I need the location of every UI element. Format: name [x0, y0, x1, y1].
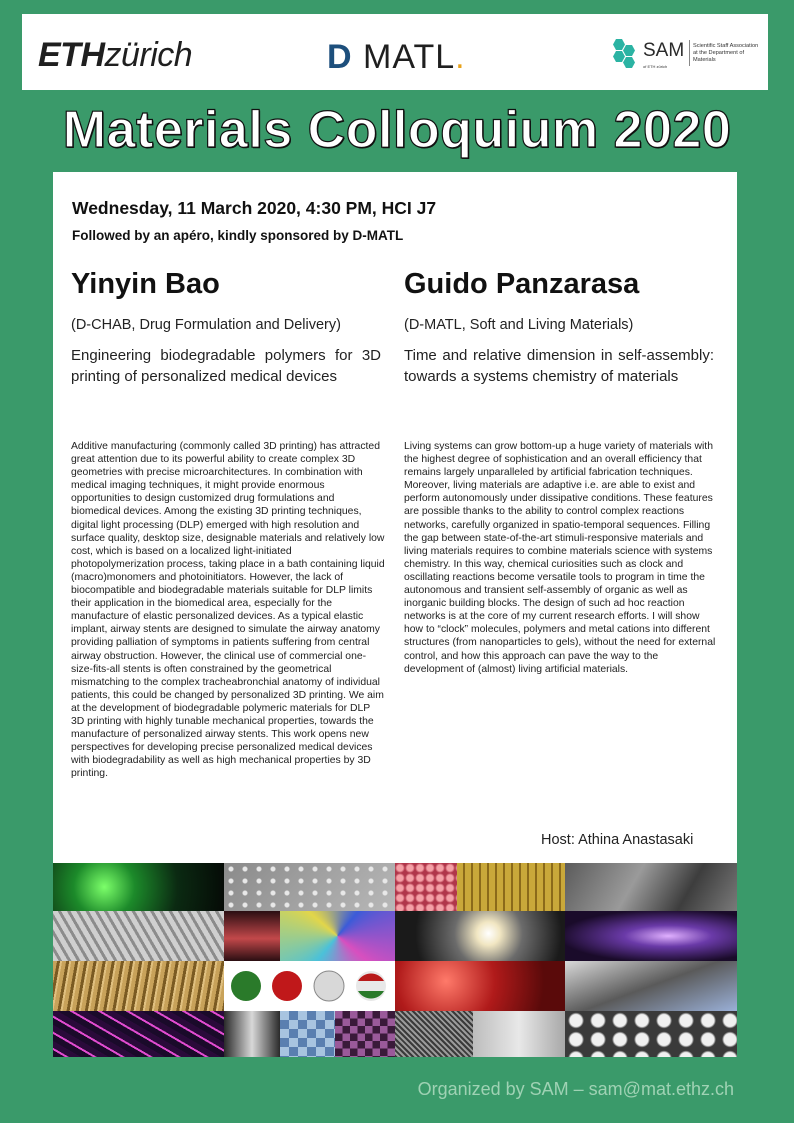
talk-abstract: Additive manufacturing (commonly called 3D printing) has attracted great attention due to its powerful ability to create complex 3D geometries with precise microarchitectures. In combination with medical imaging techniques, it might provide enormous opportunities to design customized drug formulations and biomedical devices. Among the existing 3D printing techniques, digital light processing (DLP) emerged with high resolution and surface quality, desktop size, designable materials and relatively low cost, which is based on a localized light-initiated photopolymerization process, taking place in a bath containing liquid (macro)monomers and photoinitiators. However, the lack of biocompatible and biodegradable materials suitable for DLP limits their application in the biomedical area, especially for the manufacture of elastic personalized devices. As a typical elastic implant, airway stents are designed to simulate the airway anatomy providing palliation of symptoms in patients suffering from central airway obstruction. However, the clinical use of commercial one-size-fits-all stents is often constrained by the geometrical mismatching to the complex tracheabronchial anatomy of individual patients, this could be changed by personalized 3D printing. We aim at the development of biodegradable polymeric materials for DLP 3D printing with highly tunable mechanical properties, towards the manufacture of personalized airway stents. This work opens new perspectives for developing precise personalized medical devices with biodegradability as well as high mechanical properties by 3D printing.: [71, 441, 385, 780]
mosaic-tile-pillars: [224, 863, 395, 911]
page-title: Materials Colloquium 2020: [62, 101, 732, 159]
sam-subtitle: of ETH zürich: [643, 64, 668, 69]
particle-spheres-icon: [224, 961, 395, 1011]
mosaic-tile-grain: [565, 863, 737, 911]
mosaic-tile-laser: [53, 863, 224, 911]
talk-abstract: Living systems can grow bottom-up a huge variety of materials with the highest degree of sophistication and an overall efficiency that remains largely unparalleled by artificial fabrication techniques. Moreover, living materials are adaptive i.e. are able to exist and perform autonomously under dissipative conditions. These features are possible thanks to the ability to control complex reactions networks, carefully organized in spatio-temporal sequences. Filling the gap between state-of-the-art stimuli-responsive materials and living materials requires to combine materials science with systems chemistry. In this way, chemical curiosities such as clock and oscillating reactions become versatile tools to program in time the autonomous and transient self-assembly of organic as well as inorganic building blocks. The design of such ad hoc reaction networks is at the core of my current research efforts. I will show how to “clock” molecules, polymers and metal cations into different structures (from nanoparticles to gels), without the need for external control, and how this approach can pave the way to the development of (almost) living artificial materials.: [404, 441, 716, 675]
event-date: Wednesday, 11 March 2020, 4:30 PM, HCI J7: [72, 198, 437, 218]
speaker-name: Yinyin Bao: [71, 268, 220, 300]
mosaic-tile-flexible-film: [565, 961, 737, 1011]
sam-hexagon-icon: [607, 36, 641, 70]
speaker-affiliation: (D-CHAB, Drug Formulation and Delivery): [71, 317, 341, 333]
mosaic-tile-cone: [224, 1011, 280, 1057]
speaker-1: [71, 268, 381, 387]
materials-image-mosaic: [53, 863, 737, 1057]
mosaic-tile-lens: [395, 911, 565, 961]
mosaic-tile-device: [224, 911, 280, 961]
mosaic-tile-spheres: [224, 961, 395, 1011]
sam-description: Scientific Staff Association at the Department of Materials: [693, 43, 759, 63]
mosaic-tile-nanowires: [53, 961, 224, 1011]
footer-organizer: Organized by SAM – sam@mat.ethz.ch: [417, 1079, 734, 1099]
host-line: Host: Athina Anastasaki: [541, 832, 694, 848]
mosaic-tile-crystal-map: [280, 911, 395, 961]
mosaic-tile-lattice: [395, 863, 457, 911]
mosaic-tile-pyramids: [335, 1011, 395, 1057]
mosaic-tile-chip: [457, 863, 565, 911]
mosaic-tile-hexagons: [565, 1011, 737, 1057]
talk-title: Engineering biodegradable polymers for 3D printing of personalized medical devices: [71, 347, 381, 385]
speaker-affiliation: (D-MATL, Soft and Living Materials): [404, 317, 634, 333]
mosaic-tile-circuit: [473, 1011, 565, 1057]
mosaic-tile-tem: [395, 1011, 473, 1057]
sam-logo: [607, 36, 757, 72]
dmatl-logo: D MATL.: [327, 38, 466, 76]
talk-title: Time and relative dimension in self-assembly: towards a systems chemistry of materials: [404, 347, 714, 385]
event-card: [53, 172, 737, 863]
logo-bar: [22, 14, 768, 90]
mosaic-tile-red-cells: [395, 961, 565, 1011]
speaker-2: [404, 268, 714, 387]
speaker-name: Guido Panzarasa: [404, 268, 640, 300]
eth-zurich-logo: ETHzürich: [38, 36, 193, 74]
sam-divider: [689, 40, 690, 66]
mosaic-tile-tessellation: [280, 1011, 335, 1057]
mosaic-tile-fibers: [53, 911, 224, 961]
event-apero: Followed by an apéro, kindly sponsored by D-MATL: [72, 228, 404, 243]
mosaic-tile-blue-glow: [565, 911, 737, 961]
mosaic-tile-light-beams: [53, 1011, 224, 1057]
sam-wordmark: SAM: [643, 40, 685, 61]
